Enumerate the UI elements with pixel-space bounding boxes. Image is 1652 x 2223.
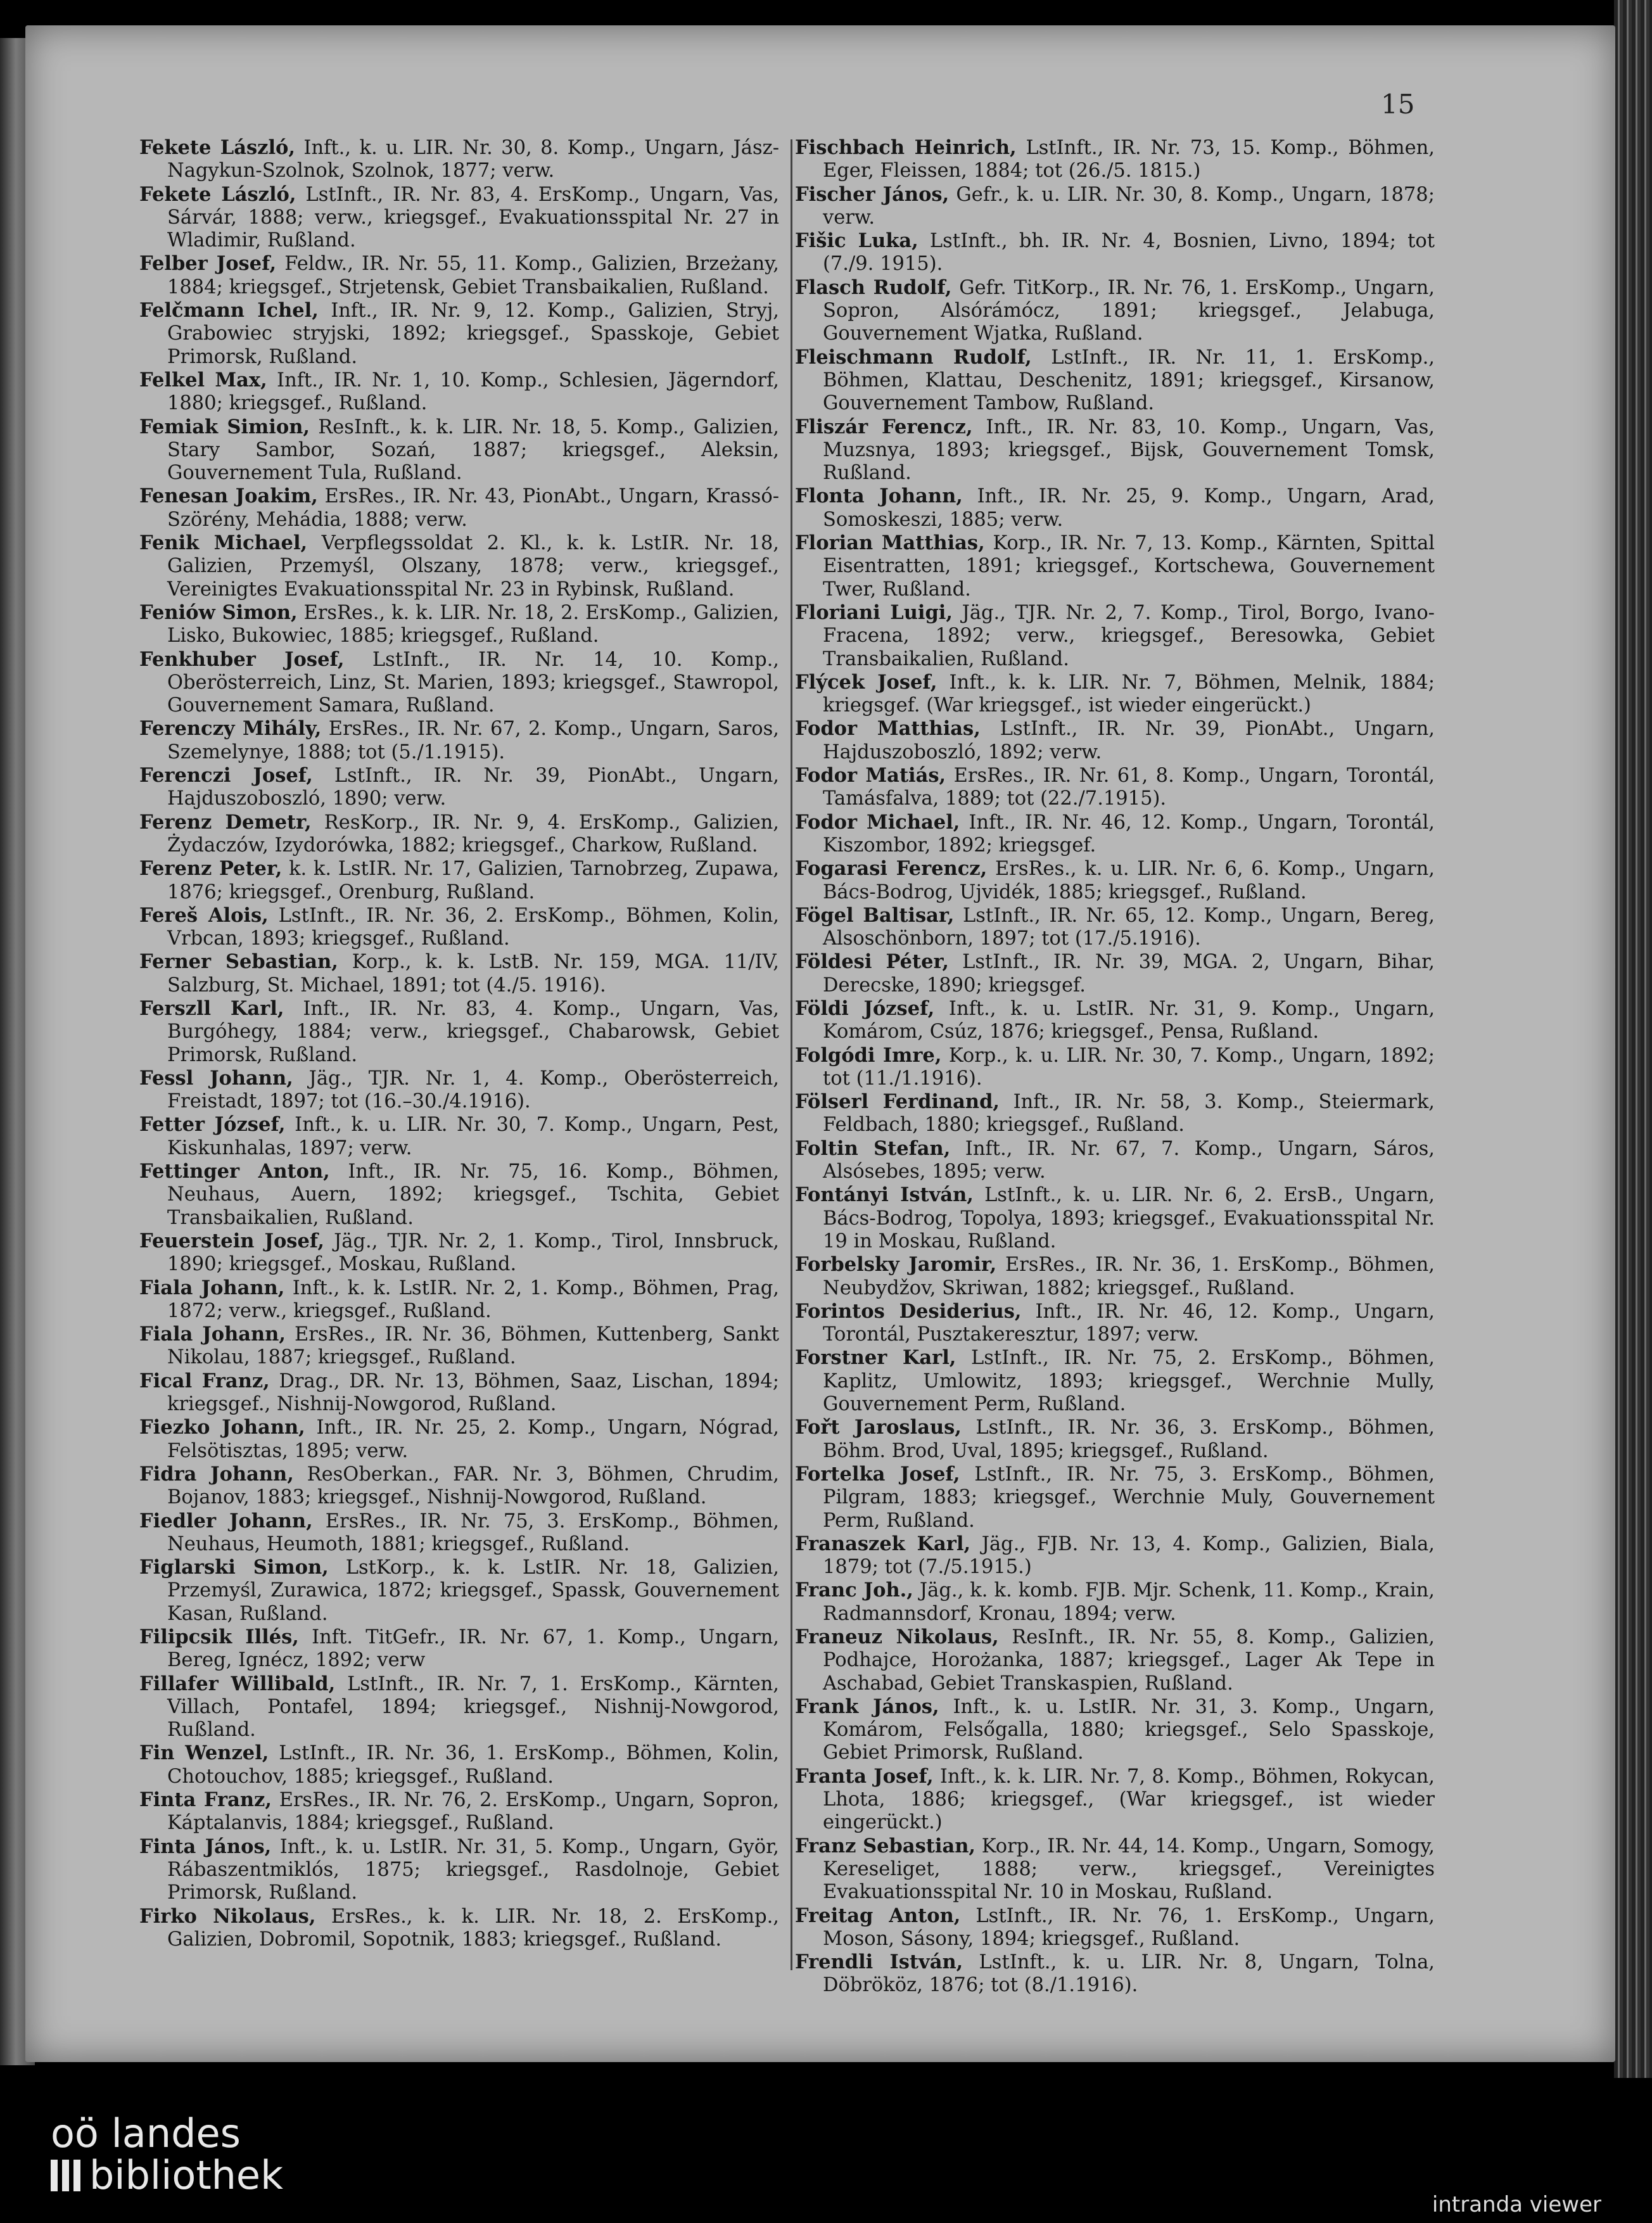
register-entry: [139, 950, 779, 997]
register-entry: [139, 764, 779, 811]
register-entry: [139, 1510, 779, 1557]
logo-line-bottom: [51, 2152, 283, 2198]
entry-name: Fogarasi Ferencz,: [795, 857, 988, 881]
entry-name: Fin Wenzel,: [139, 1742, 269, 1765]
entry-name: Finta János,: [139, 1835, 272, 1858]
register-entry: [139, 997, 779, 1067]
register-entry: [139, 1370, 779, 1417]
register-entry: [795, 1463, 1435, 1532]
register-entry: [139, 252, 779, 299]
register-entry: [139, 1323, 779, 1370]
register-entry: [139, 136, 779, 183]
entry-details: LstInft., k. u. LIR. Nr. 6, 2. ErsB., Ungarn, Bács-Bodrog, Topolya, 1893; kriegsgef., Evakuationsspital Nr. 19 in Moskau, Rußland.: [823, 1184, 1435, 1252]
entry-details: Inft., IR. Nr. 25, 2. Komp., Ungarn, Nógrad, Felsötisztas, 1895; verw.: [167, 1417, 779, 1462]
register-entry: [795, 346, 1435, 416]
register-entry: [795, 1346, 1435, 1416]
register-entry: [139, 1463, 779, 1510]
register-entry: [795, 416, 1435, 485]
logo-text-top: oö landes: [51, 2110, 241, 2156]
entry-name: Fölserl Ferdinand,: [795, 1090, 1000, 1114]
entry-name: Foltin Stefan,: [795, 1137, 951, 1160]
logo-bars-icon: [51, 2160, 80, 2191]
entry-details: LstKorp., k. k. LstIR. Nr. 18, Galizien, Przemyśl, Zurawica, 1872; kriegsgef., Spassk, Gouvernement Kasan, Rußland.: [167, 1557, 780, 1625]
register-entry: [795, 1253, 1435, 1300]
register-entry: [795, 485, 1435, 532]
entry-name: Fišic Luka,: [795, 229, 918, 253]
entry-name: Frendli István,: [795, 1951, 963, 1974]
entry-name: Fliszár Ferencz,: [795, 415, 973, 438]
register-entry: [139, 416, 779, 485]
entry-name: Fetter József,: [139, 1113, 286, 1137]
entry-name: Franeuz Nikolaus,: [795, 1626, 999, 1648]
entry-name: Fettinger Anton,: [139, 1160, 330, 1183]
entry-name: Felber Josef,: [139, 252, 277, 276]
entry-name: Fortelka Josef,: [795, 1462, 960, 1486]
entry-name: Franz Sebastian,: [795, 1834, 976, 1857]
entry-details: LstInft., IR. Nr. 75, 3. ErsKomp., Böhmen, Pilgram, 1883; kriegsgef., Werchnie Muly, Gouvernement Perm, Rußland.: [823, 1463, 1435, 1532]
entry-details: Jäg., TJR. Nr. 2, 7. Komp., Tirol, Borgo, Ivano-Fracena, 1892; verw., kriegsgef., Beresowka, Gebiet Transbaikalien, Rußland.: [823, 601, 1435, 670]
register-entry: [795, 857, 1435, 904]
register-entry: [139, 183, 779, 253]
register-entry: [139, 1067, 779, 1114]
entry-details: LstInft., k. u. LIR. Nr. 8, Ungarn, Tolna, Döbrököz, 1876; tot (8./1.1916).: [823, 1951, 1435, 1997]
register-entry: [139, 1416, 779, 1463]
register-entry: [795, 1765, 1435, 1835]
register-entry: [139, 717, 779, 764]
register-entry: [795, 183, 1435, 230]
entry-name: Fidra Johann,: [139, 1462, 294, 1486]
left-column: [139, 136, 779, 1951]
register-entry: [139, 369, 779, 416]
register-entry: [139, 1626, 779, 1672]
register-entry: [795, 136, 1435, 183]
entry-details: Inft., IR. Nr. 67, 7. Komp., Ungarn, Sáros, Alsósebes, 1895; verw.: [823, 1137, 1435, 1183]
entry-details: Inft., k. u. LstIR. Nr. 31, 3. Komp., Ungarn, Komárom, Felsőgalla, 1880; kriegsgef., Selo Spasskoje, Gebiet Primorsk, Rußland.: [823, 1695, 1435, 1764]
register-entry: [139, 1556, 779, 1626]
library-logo: [51, 2110, 283, 2198]
register-entry: [795, 1695, 1435, 1765]
entry-details: LstInft., IR. Nr. 83, 4. ErsKomp., Ungarn, Vas, Sárvár, 1888; verw., kriegsgef., Evakuationsspital Nr. 27 in Wladimir, Rußland.: [167, 183, 779, 252]
entry-details: ErsRes., IR. Nr. 61, 8. Komp., Ungarn, Torontál, Tamásfalva, 1889; tot (22./7.1915).: [823, 765, 1435, 810]
register-entry: [139, 904, 779, 951]
entry-name: Feniów Simon,: [139, 601, 298, 624]
register-entry: [795, 1904, 1435, 1951]
entry-name: Fiala Johann,: [139, 1276, 285, 1299]
right-column: [795, 136, 1435, 1997]
register-entry: [795, 1416, 1435, 1463]
entry-details: LstInft., IR. Nr. 36, 1. ErsKomp., Böhmen, Kolin, Chotouchov, 1885; kriegsgef., Rußland.: [167, 1742, 779, 1788]
entry-details: LstInft., IR. Nr. 76, 1. ErsKomp., Ungarn, Moson, Sásony, 1894; kriegsgef., Rußland.: [823, 1904, 1435, 1950]
entry-name: Fenesan Joakim,: [139, 485, 318, 508]
entry-details: Inft., IR. Nr. 1, 10. Komp., Schlesien, Jägerndorf, 1880; kriegsgef., Rußland.: [167, 369, 779, 415]
entry-name: Fischer János,: [795, 182, 950, 206]
register-entry: [139, 1160, 779, 1230]
register-entry: [139, 485, 779, 532]
entry-details: Korp., k. k. LstB. Nr. 159, MGA. 11/IV, Salzburg, St. Michael, 1891; tot (4./5. 1916).: [167, 951, 779, 997]
entry-name: Forbelsky Jaromir,: [795, 1253, 997, 1277]
entry-name: Franaszek Karl,: [795, 1532, 971, 1555]
entry-name: Franc Joh.,: [795, 1579, 913, 1602]
entry-details: Inft., k. u. LIR. Nr. 30, 8. Komp., Ungarn, Jász-Nagykun-Szolnok, Szolnok, 1877; verw.: [167, 137, 779, 182]
entry-name: Fodor Matiás,: [795, 764, 946, 787]
entry-details: Feldw., IR. Nr. 55, 11. Komp., Galizien, Brzeżany, 1884; kriegsgef., Strjetensk, Gebiet Transbaikalien, Rußland.: [167, 253, 779, 298]
register-entry: [139, 1835, 779, 1905]
register-entry: [139, 648, 779, 718]
entry-name: Fořt Jaroslaus,: [795, 1416, 962, 1439]
entry-details: Gefr., k. u. LIR. Nr. 30, 8. Komp., Ungarn, 1878; verw.: [823, 183, 1435, 229]
entry-name: Floriani Luigi,: [795, 601, 953, 624]
entry-name: Flasch Rudolf,: [795, 276, 952, 299]
logo-text-bottom: bibliothek: [89, 2152, 283, 2198]
register-entry: [795, 276, 1435, 346]
entry-details: LstInft., bh. IR. Nr. 4, Bosnien, Livno, 1894; tot (7./9. 1915).: [823, 230, 1435, 276]
entry-details: Inft. TitGefr., IR. Nr. 67, 1. Komp., Ungarn, Bereg, Ignécz, 1892; verw: [167, 1626, 779, 1672]
register-entry: [795, 717, 1435, 764]
entry-details: Inft., IR. Nr. 46, 12. Komp., Ungarn, Torontál, Pusztakeresztur, 1897; verw.: [823, 1300, 1435, 1346]
register-entry: [795, 1579, 1435, 1626]
entry-name: Frank János,: [795, 1695, 939, 1718]
entry-name: Fekete László,: [139, 182, 296, 206]
entry-details: Jäg., TJR. Nr. 2, 1. Komp., Tirol, Innsbruck, 1890; kriegsgef., Moskau, Rußland.: [167, 1230, 779, 1276]
entry-details: ErsRes., IR. Nr. 36, Böhmen, Kuttenberg, Sankt Nikolau, 1887; kriegsgef., Rußland.: [167, 1323, 779, 1369]
entry-name: Fiezko Johann,: [139, 1416, 305, 1439]
entry-name: Folgódi Imre,: [795, 1043, 942, 1067]
entry-details: Drag., DR. Nr. 13, Böhmen, Saaz, Lischan, 1894; kriegsgef., Nishnij-Nowgorod, Rußland.: [167, 1370, 780, 1416]
entry-name: Forstner Karl,: [795, 1346, 956, 1370]
entry-details: LstInft., IR. Nr. 39, MGA. 2, Ungarn, Bihar, Derecske, 1890; kriegsgef.: [823, 951, 1435, 997]
page-number: 15: [1381, 89, 1415, 120]
entry-name: Földi József,: [795, 997, 935, 1020]
entry-details: LstInft., IR. Nr. 36, 3. ErsKomp., Böhmen, Böhm. Brod, Uval, 1895; kriegsgef., Rußland.: [823, 1417, 1435, 1462]
register-entry: [795, 532, 1435, 601]
entry-name: Fleischmann Rudolf,: [795, 345, 1032, 369]
entry-details: Inft., k. u. LIR. Nr. 30, 7. Komp., Ungarn, Pest, Kiskunhalas, 1897; verw.: [167, 1114, 779, 1159]
entry-name: Ferenz Peter,: [139, 857, 283, 881]
entry-name: Ferszll Karl,: [139, 997, 284, 1020]
entry-name: Fiala Johann,: [139, 1323, 286, 1346]
entry-name: Fodor Matthias,: [795, 717, 981, 741]
entry-details: Inft., IR. Nr. 25, 9. Komp., Ungarn, Arad, Somoskeszi, 1885; verw.: [823, 485, 1435, 531]
entry-name: Fekete László,: [139, 136, 296, 159]
entry-name: Fillafer Willibald,: [139, 1672, 336, 1695]
entry-details: ResKorp., IR. Nr. 9, 4. ErsKomp., Galizien, Żydaczów, Izydorówka, 1882; kriegsgef., Charkow, Rußland.: [167, 811, 779, 857]
entry-details: ResInft., IR. Nr. 55, 8. Komp., Galizien, Podhajce, Horożanka, 1887; kriegsgef., Lager Ak Tepe in Aschabad, Gebiet Transkaspien, Rußland.: [823, 1626, 1435, 1695]
entry-name: Fögel Baltisar,: [795, 903, 955, 927]
entry-details: Inft., IR. Nr. 83, 10. Komp., Ungarn, Vas, Muzsnya, 1893; kriegsgef., Bijsk, Gouvernement Tomsk, Rußland.: [823, 416, 1435, 485]
entry-details: ResOberkan., FAR. Nr. 3, Böhmen, Chrudim, Bojanov, 1883; kriegsgef., Nishnij-Nowgorod, Rußland.: [167, 1463, 779, 1509]
register-entry: [139, 299, 779, 369]
entry-details: Inft., IR. Nr. 83, 4. Komp., Ungarn, Vas, Burgóhegy, 1884; verw., kriegsgef., Chabarowsk, Gebiet Primorsk, Rußland.: [167, 997, 779, 1066]
register-entry: [795, 1835, 1435, 1904]
entry-details: Korp., IR. Nr. 44, 14. Komp., Ungarn, Somogy, Kereseliget, 1888; verw., kriegsgef., Vereinigtes Evakuationsspital Nr. 10 in Moskau, Rußland.: [823, 1835, 1435, 1904]
register-entry: [139, 857, 779, 904]
entry-name: Ferenczi Josef,: [139, 764, 313, 787]
register-entry: [139, 1788, 779, 1835]
entry-details: Jäg., k. k. komb. FJB. Mjr. Schenk, 11. Komp., Krain, Radmannsdorf, Kronau, 1894; verw.: [823, 1579, 1435, 1625]
entry-name: Fereš Alois,: [139, 903, 269, 927]
register-entry: [795, 1951, 1435, 1997]
entry-name: Felčmann Ichel,: [139, 299, 319, 322]
column-divider: [791, 139, 792, 1970]
entry-details: LstInft., IR. Nr. 73, 15. Komp., Böhmen, Eger, Fleissen, 1884; tot (26./5. 1815.): [823, 137, 1435, 182]
entry-details: ErsRes., IR. Nr. 36, 1. ErsKomp., Böhmen, Neubydžov, Skriwan, 1882; kriegsgef., Rußland.: [823, 1254, 1435, 1299]
entry-name: Földesi Péter,: [795, 950, 949, 974]
entry-details: LstInft., IR. Nr. 36, 2. ErsKomp., Böhmen, Kolin, Vrbcan, 1893; kriegsgef., Rußland.: [167, 904, 779, 950]
entry-name: Felkel Max,: [139, 368, 267, 392]
register-entry: [795, 671, 1435, 718]
entry-name: Franta Josef,: [795, 1764, 934, 1788]
entry-name: Fontányi István,: [795, 1183, 974, 1207]
entry-details: Jäg., TJR. Nr. 1, 4. Komp., Oberösterreich, Freistadt, 1897; tot (16.–30./4.1916).: [167, 1067, 779, 1113]
entry-name: Fessl Johann,: [139, 1066, 293, 1090]
entry-details: Inft., k. k. LIR. Nr. 7, Böhmen, Melnik, 1884; kriegsgef. (War kriegsgef., ist wieder eingerückt.): [823, 671, 1435, 717]
register-entry: [139, 811, 779, 858]
register-entry: [139, 1742, 779, 1788]
register-entry: [795, 1044, 1435, 1091]
entry-details: Inft., IR. Nr. 46, 12. Komp., Ungarn, Torontál, Kiszombor, 1892; kriegsgef.: [823, 811, 1435, 857]
entry-name: Forintos Desiderius,: [795, 1299, 1022, 1323]
entry-name: Fenkhuber Josef,: [139, 647, 345, 671]
register-entry: [795, 811, 1435, 858]
register-entry: [795, 229, 1435, 276]
register-entry: [795, 1090, 1435, 1137]
entry-name: Fiedler Johann,: [139, 1509, 313, 1532]
entry-details: Inft., IR. Nr. 75, 16. Komp., Böhmen, Neuhaus, Auern, 1892; kriegsgef., Tschita, Gebiet Transbaikalien, Rußland.: [167, 1161, 780, 1229]
entry-details: Korp., k. u. LIR. Nr. 30, 7. Komp., Ungarn, 1892; tot (11./1.1916).: [823, 1044, 1435, 1090]
entry-details: Inft., IR. Nr. 9, 12. Komp., Galizien, Stryj, Grabowiec stryjski, 1892; kriegsgef., Spasskoje, Gebiet Primorsk, Rußland.: [167, 300, 779, 368]
entry-details: LstInft., IR. Nr. 14, 10. Komp., Oberösterreich, Linz, St. Marien, 1893; kriegsgef., Stawropol, Gouvernement Samara, Rußland.: [167, 648, 779, 717]
entry-name: Filipcsik Illés,: [139, 1626, 299, 1648]
entry-name: Ferner Sebastian,: [139, 950, 338, 974]
entry-details: k. k. LstIR. Nr. 17, Galizien, Tarnobrzeg, Zupawa, 1876; kriegsgef., Orenburg, Rußland.: [167, 858, 779, 903]
entry-details: ErsRes., k. k. LIR. Nr. 18, 2. ErsKomp., Galizien, Dobromil, Sopotnik, 1883; kriegsgef., Rußland.: [167, 1905, 779, 1951]
entry-name: Finta Franz,: [139, 1788, 272, 1812]
entry-name: Firko Nikolaus,: [139, 1904, 316, 1928]
register-entry: [139, 1277, 779, 1323]
register-entry: [795, 904, 1435, 951]
register-entry: [795, 997, 1435, 1044]
entry-name: Fical Franz,: [139, 1369, 270, 1392]
entry-details: LstInft., IR. Nr. 75, 2. ErsKomp., Böhmen, Kaplitz, Umlowitz, 1893; kriegsgef., Werchnie Mully, Gouvernement Perm, Rußland.: [823, 1347, 1435, 1416]
entry-details: ErsRes., k. k. LIR. Nr. 18, 2. ErsKomp., Galizien, Lisko, Bukowiec, 1885; kriegsgef., Rußland.: [167, 601, 779, 647]
entry-details: ErsRes., k. u. LIR. Nr. 6, 6. Komp., Ungarn, Bács-Bodrog, Ujvidék, 1885; kriegsgef., Rußland.: [823, 858, 1435, 903]
entry-details: Inft., k. k. LIR. Nr. 7, 8. Komp., Böhmen, Rokycan, Lhota, 1886; kriegsgef., (War kriegsgef., ist wieder eingerückt.): [823, 1765, 1435, 1834]
register-entry: [139, 1230, 779, 1277]
entry-name: Freitag Anton,: [795, 1904, 961, 1927]
entry-name: Feuerstein Josef,: [139, 1229, 324, 1252]
viewer-brand-label: intranda viewer: [1432, 2192, 1601, 2217]
register-entry: [795, 1626, 1435, 1695]
register-entry: [795, 1300, 1435, 1347]
entry-name: Figlarski Simon,: [139, 1556, 329, 1579]
register-entry: [795, 601, 1435, 671]
entry-name: Femiak Simion,: [139, 415, 310, 438]
entry-name: Florian Matthias,: [795, 532, 985, 555]
register-entry: [139, 601, 779, 648]
register-entry: [795, 1183, 1435, 1253]
register-entry: [139, 532, 779, 601]
page-stack-edge: [1614, 0, 1652, 2078]
entry-name: Flonta Johann,: [795, 485, 963, 508]
register-entry: [139, 1113, 779, 1160]
entry-name: Ferenz Demetr,: [139, 810, 312, 834]
entry-details: Gefr. TitKorp., IR. Nr. 76, 1. ErsKomp., Ungarn, Sopron, Alsórámócz, 1891; kriegsgef., Jelabuga, Gouvernement Wjatka, Rußland.: [823, 276, 1435, 345]
entry-details: Inft., k. u. LstIR. Nr. 31, 5. Komp., Ungarn, Györ, Rábaszentmiklós, 1875; kriegsgef., Rasdolnoje, Gebiet Primorsk, Rußland.: [167, 1835, 780, 1904]
register-entry: [139, 1905, 779, 1952]
entry-name: Fodor Michael,: [795, 810, 960, 834]
entry-details: Inft., k. k. LstIR. Nr. 2, 1. Komp., Böhmen, Prag, 1872; verw., kriegsgef., Rußland.: [167, 1277, 780, 1322]
entry-details: Jäg., FJB. Nr. 13, 4. Komp., Galizien, Biala, 1879; tot (7./5.1915.): [823, 1532, 1435, 1579]
entry-name: Flýcek Josef,: [795, 670, 937, 694]
register-entry: [795, 764, 1435, 811]
entry-details: ErsRes., IR. Nr. 75, 3. ErsKomp., Böhmen, Neuhaus, Heumoth, 1881; kriegsgef., Rußland.: [167, 1510, 779, 1555]
entry-details: ErsRes., IR. Nr. 43, PionAbt., Ungarn, Krassó-Szörény, Mehádia, 1888; verw.: [167, 485, 779, 531]
entry-details: LstInft., IR. Nr. 65, 12. Komp., Ungarn, Bereg, Alsoschönborn, 1897; tot (17./5.1916).: [823, 904, 1435, 950]
entry-details: LstInft., IR. Nr. 11, 1. ErsKomp., Böhmen, Klattau, Deschenitz, 1891; kriegsgef., Kirsanow, Gouvernement Tambow, Rußland.: [823, 346, 1435, 415]
entry-details: Korp., IR. Nr. 7, 13. Komp., Kärnten, Spittal Eisentratten, 1891; kriegsgef., Kortschewa, Gouvernement Twer, Rußland.: [823, 532, 1435, 601]
register-entry: [795, 1532, 1435, 1579]
entry-details: Inft., k. u. LstIR. Nr. 31, 9. Komp., Ungarn, Komárom, Csúz, 1876; kriegsgef., Pensa, Rußland.: [823, 997, 1435, 1043]
entry-name: Ferenczy Mihály,: [139, 717, 322, 741]
register-entry: [139, 1672, 779, 1742]
entry-details: Inft., IR. Nr. 58, 3. Komp., Steiermark, Feldbach, 1880; kriegsgef., Rußland.: [823, 1091, 1435, 1137]
entry-details: LstInft., IR. Nr. 39, PionAbt., Ungarn, Hajduszoboszló, 1892; verw.: [823, 718, 1435, 763]
entry-details: ResInft., k. k. LIR. Nr. 18, 5. Komp., Galizien, Stary Sambor, Sozań, 1887; kriegsgef., Aleksin, Gouvernement Tula, Rußland.: [167, 416, 779, 485]
entry-details: Verpflegssoldat 2. Kl., k. k. LstIR. Nr. 18, Galizien, Przemyśl, Olszany, 1878; verw., kriegsgef., Vereinigtes Evakuationsspital Nr. 23 in Rybinsk, Rußland.: [167, 532, 779, 601]
entry-details: ErsRes., IR. Nr. 76, 2. ErsKomp., Ungarn, Sopron, Káptalanvis, 1884; kriegsgef., Rußland.: [167, 1789, 779, 1835]
entry-name: Fischbach Heinrich,: [795, 136, 1017, 159]
entry-details: ErsRes., IR. Nr. 67, 2. Komp., Ungarn, Saros, Szemelynye, 1888; tot (5./1.1915).: [167, 718, 779, 763]
register-entry: [795, 1137, 1435, 1184]
entry-details: LstInft., IR. Nr. 39, PionAbt., Ungarn, Hajduszoboszló, 1890; verw.: [167, 765, 779, 810]
entry-name: Fenik Michael,: [139, 532, 308, 555]
entry-details: LstInft., IR. Nr. 7, 1. ErsKomp., Kärnten, Villach, Pontafel, 1894; kriegsgef., Nishnij-Nowgorod, Rußland.: [167, 1672, 779, 1742]
register-entry: [795, 950, 1435, 997]
